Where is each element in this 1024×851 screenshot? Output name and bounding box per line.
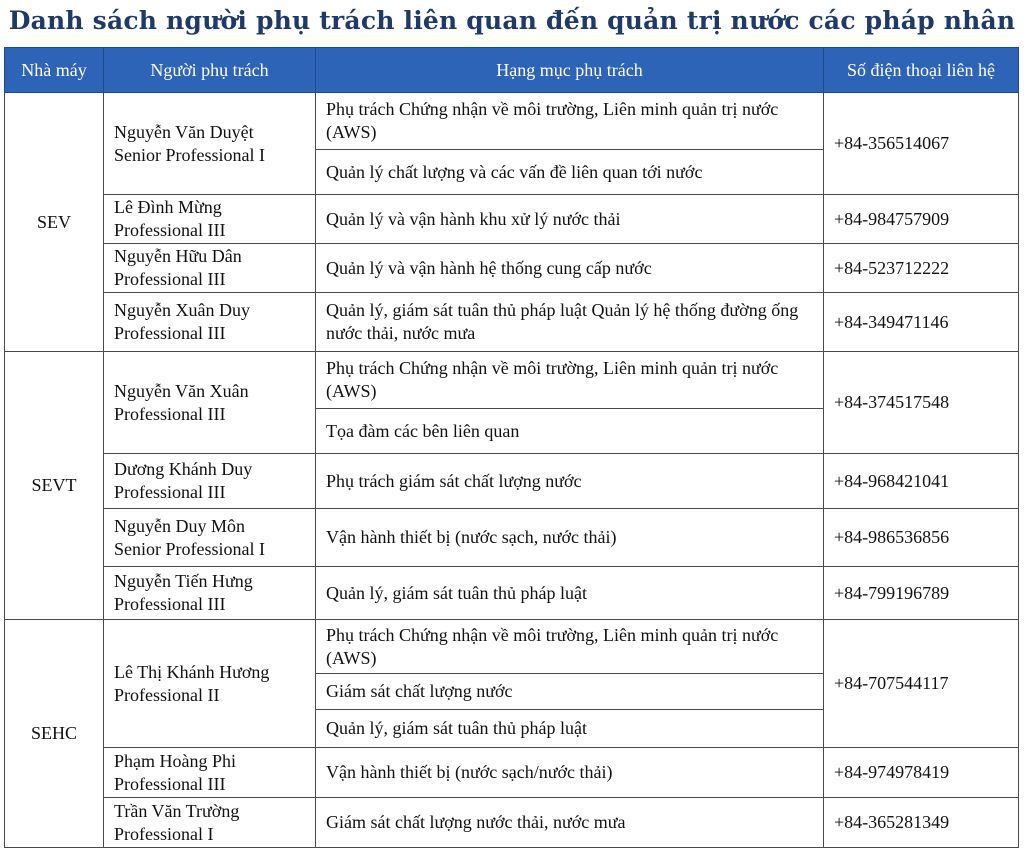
table-header-row [5,48,1019,93]
plant-cell: SEHC [5,620,104,848]
phone-cell: +84-968421041 [824,454,1019,509]
page-title: Danh sách người phụ trách liên quan đến quản trị nước các pháp nhân [8,6,1016,35]
phone-cell: +84-799196789 [824,567,1019,620]
task-cell: Quản lý chất lượng và các vấn đề liên quan tới nước [316,150,824,195]
task-cell: Quản lý, giám sát tuân thủ pháp luật [316,567,824,620]
person-role: Professional II [114,684,220,705]
person-cell [104,798,316,848]
person-name: Dương Khánh Duy [114,459,253,479]
table-row [5,352,1019,409]
person-name: Nguyễn Duy Môn [114,515,245,536]
person-cell [104,620,316,748]
person-name: Nguyễn Văn Xuân [114,380,249,401]
table-row [5,748,1019,798]
header-phone: Số điện thoại liên hệ [824,48,1019,93]
table-row [5,293,1019,352]
phone-cell: +84-374517548 [824,352,1019,454]
person-cell [104,195,316,244]
plant-cell: SEVT [5,352,104,620]
table-row [5,620,1019,674]
task-cell: Vận hành thiết bị (nước sạch/nước thải) [316,748,824,798]
phone-cell: +84-986536856 [824,509,1019,567]
person-cell [104,244,316,293]
task-cell: Phụ trách giám sát chất lượng nước [316,454,824,509]
person-name: Nguyễn Tiến Hưng [114,571,253,591]
person-name: Lê Thị Khánh Hương [114,661,270,682]
phone-cell: +84-365281349 [824,798,1019,848]
person-role: Professional III [114,773,226,794]
task-cell: Giám sát chất lượng nước [316,674,824,710]
task-cell: Quản lý và vận hành hệ thống cung cấp nước [316,244,824,293]
header-tasks: Hạng mục phụ trách [316,48,824,93]
person-role: Professional III [114,269,226,289]
person-cell [104,352,316,454]
person-cell [104,93,316,195]
person-role: Professional III [114,482,226,502]
table-row [5,93,1019,150]
person-role: Professional III [114,220,226,240]
person-role: Senior Professional I [114,144,265,165]
table-row [5,244,1019,293]
task-cell: Quản lý, giám sát tuân thủ pháp luật Quản lý hệ thống đường ống nước thải, nước mưa [316,293,824,352]
responsible-persons-table [4,47,1019,848]
person-name: Nguyễn Văn Duyệt [114,121,254,142]
task-cell: Quản lý, giám sát tuân thủ pháp luật [316,710,824,748]
person-name: Trần Văn Trường [114,800,240,821]
person-cell [104,567,316,620]
table-row [5,798,1019,848]
person-role: Professional III [114,403,226,424]
table-row [5,509,1019,567]
task-cell: Vận hành thiết bị (nước sạch, nước thải) [316,509,824,567]
person-role: Professional III [114,594,226,614]
phone-cell: +84-523712222 [824,244,1019,293]
phone-cell: +84-974978419 [824,748,1019,798]
task-cell: Phụ trách Chứng nhận về môi trường, Liên minh quản trị nước (AWS) [316,352,824,409]
person-name: Nguyễn Hữu Dân [114,246,242,266]
person-name: Nguyễn Xuân Duy [114,300,250,320]
phone-cell: +84-349471146 [824,293,1019,352]
person-cell [104,454,316,509]
phone-cell: +84-984757909 [824,195,1019,244]
task-cell: Phụ trách Chứng nhận về môi trường, Liên minh quản trị nước (AWS) [316,620,824,674]
task-cell: Tọa đàm các bên liên quan [316,409,824,454]
person-cell [104,509,316,567]
phone-cell: +84-707544117 [824,620,1019,748]
person-role: Professional III [114,323,226,343]
task-cell: Giám sát chất lượng nước thải, nước mưa [316,798,824,848]
person-role: Senior Professional I [114,538,265,559]
phone-cell: +84-356514067 [824,93,1019,195]
person-role: Professional I [114,823,214,844]
person-name: Lê Đình Mừng [114,197,222,217]
person-name: Phạm Hoàng Phi [114,750,237,771]
table-row [5,454,1019,509]
header-plant: Nhà máy [5,48,104,93]
person-cell [104,293,316,352]
person-cell [104,748,316,798]
header-person: Người phụ trách [104,48,316,93]
table-row [5,195,1019,244]
table-row [5,567,1019,620]
task-cell: Quản lý và vận hành khu xử lý nước thải [316,195,824,244]
task-cell: Phụ trách Chứng nhận về môi trường, Liên minh quản trị nước (AWS) [316,93,824,150]
plant-cell: SEV [5,93,104,352]
